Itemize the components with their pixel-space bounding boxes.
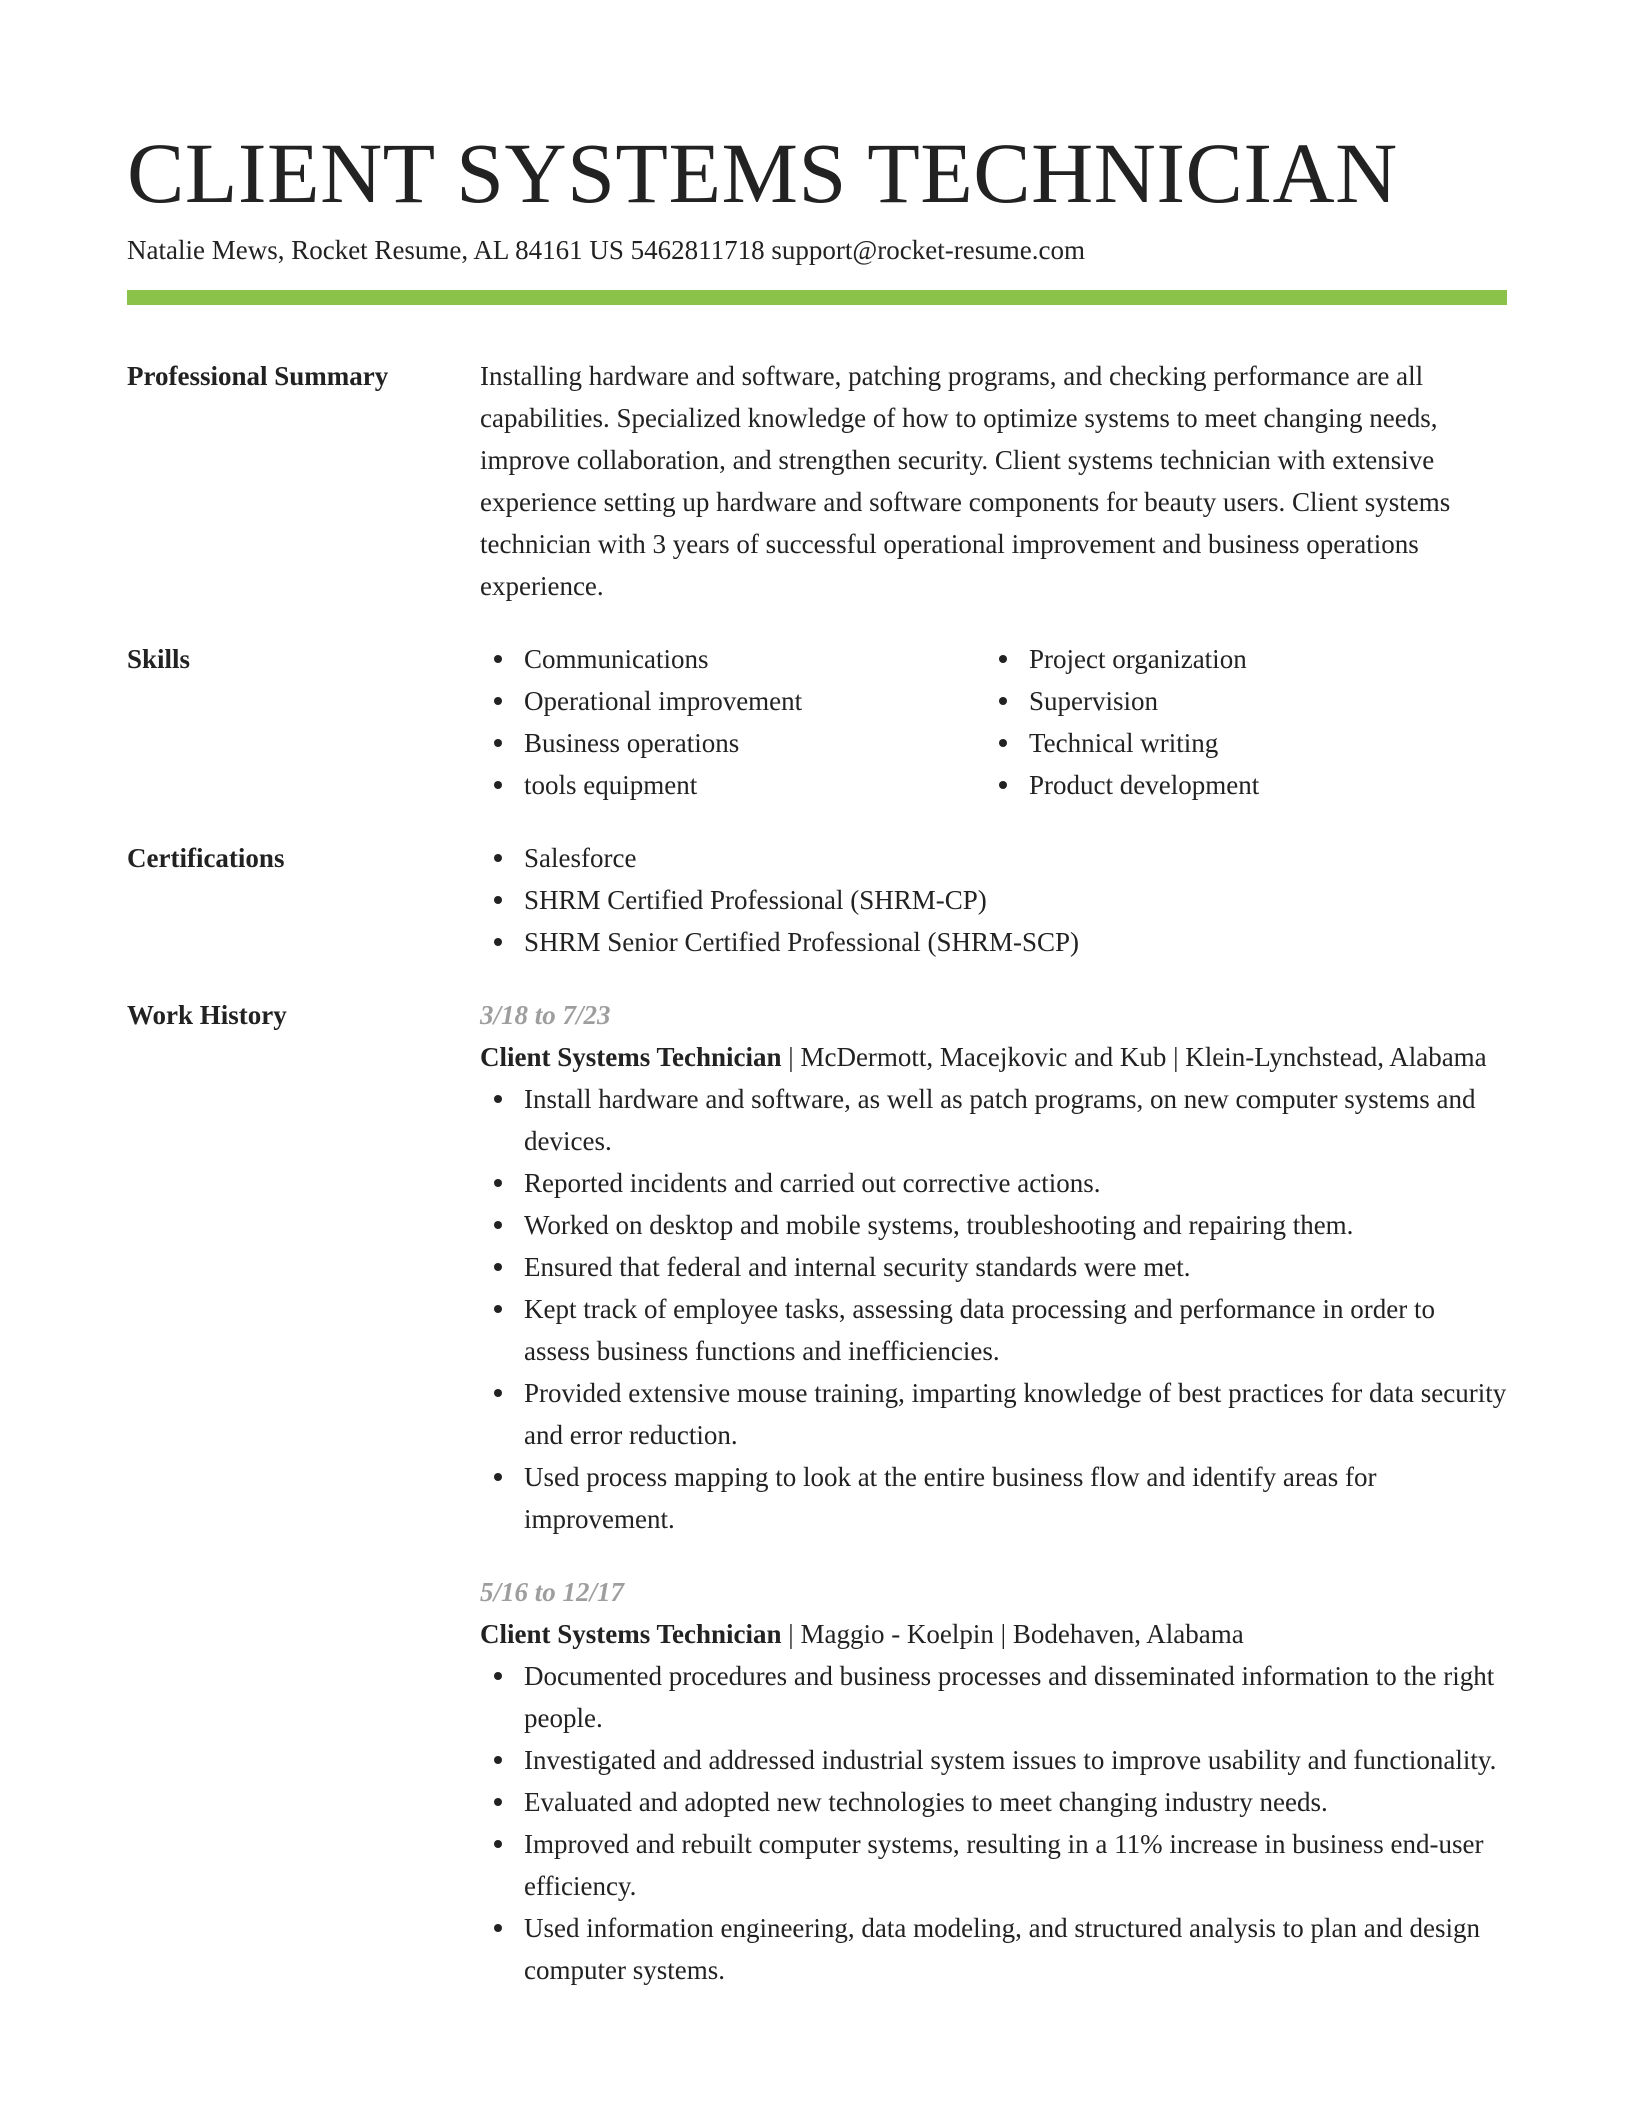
job-duty-item: Documented procedures and business processes and disseminated information to the right people. bbox=[480, 1655, 1507, 1739]
job-employer-location: | Maggio - Koelpin | Bodehaven, Alabama bbox=[781, 1619, 1244, 1649]
summary-text: Installing hardware and software, patching programs, and checking performance are all capabilities. Specialized knowledge of how to optimize systems to meet changing needs, improve collaboration, and strengthen security. Client systems technician with extensive experience setting up hardware and software components for beauty users. Client systems technician with 3 years of successful operational improvement and business operations experience. bbox=[480, 361, 1451, 601]
job-duties-list bbox=[480, 1655, 1507, 1991]
summary-section bbox=[127, 355, 1507, 607]
skill-item: tools equipment bbox=[480, 764, 985, 806]
job-employer-location: | McDermott, Macejkovic and Kub | Klein-Lynchstead, Alabama bbox=[781, 1042, 1487, 1072]
skill-item: Project organization bbox=[985, 638, 1490, 680]
job-duty-item: Evaluated and adopted new technologies to meet changing industry needs. bbox=[480, 1781, 1507, 1823]
job-duty-item: Kept track of employee tasks, assessing data processing and performance in order to assess business functions and inefficiencies. bbox=[480, 1288, 1507, 1372]
job-dates: 5/16 to 12/17 bbox=[480, 1577, 625, 1607]
certifications-list bbox=[480, 837, 1507, 963]
skills-grid bbox=[480, 638, 1507, 806]
job-header bbox=[480, 1036, 1507, 1078]
job-title: Client Systems Technician bbox=[480, 1042, 782, 1072]
job-duty-item: Worked on desktop and mobile systems, troubleshooting and repairing them. bbox=[480, 1204, 1507, 1246]
resume-title: CLIENT SYSTEMS TECHNICIAN bbox=[127, 125, 1398, 221]
job-entry bbox=[480, 1571, 1507, 1991]
job-duty-item: Improved and rebuilt computer systems, resulting in a 11% increase in business end-user efficiency. bbox=[480, 1823, 1507, 1907]
certification-item: SHRM Senior Certified Professional (SHRM-SCP) bbox=[480, 921, 1507, 963]
header-divider bbox=[127, 290, 1507, 305]
section-label-skills: Skills bbox=[127, 644, 191, 674]
job-duties-list bbox=[480, 1078, 1507, 1540]
contact-line: Natalie Mews, Rocket Resume, AL 84161 US 5462811718 support@rocket-resume.com bbox=[127, 235, 1085, 265]
job-header bbox=[480, 1613, 1507, 1655]
skill-item: Supervision bbox=[985, 680, 1490, 722]
skill-item: Operational improvement bbox=[480, 680, 985, 722]
skills-section bbox=[127, 638, 1507, 806]
job-duty-item: Used process mapping to look at the entire business flow and identify areas for improvement. bbox=[480, 1456, 1507, 1540]
work-history-section bbox=[127, 994, 1507, 1991]
skill-item: Communications bbox=[480, 638, 985, 680]
certifications-section bbox=[127, 837, 1507, 963]
job-title: Client Systems Technician bbox=[480, 1619, 782, 1649]
certification-item: SHRM Certified Professional (SHRM-CP) bbox=[480, 879, 1507, 921]
skill-item: Technical writing bbox=[985, 722, 1490, 764]
section-label-work-history: Work History bbox=[127, 1000, 287, 1030]
skill-item: Product development bbox=[985, 764, 1490, 806]
job-dates: 3/18 to 7/23 bbox=[480, 1000, 611, 1030]
job-entry bbox=[480, 994, 1507, 1540]
job-duty-item: Provided extensive mouse training, imparting knowledge of best practices for data security and error reduction. bbox=[480, 1372, 1507, 1456]
section-label-certifications: Certifications bbox=[127, 843, 285, 873]
job-duty-item: Reported incidents and carried out corrective actions. bbox=[480, 1162, 1507, 1204]
skills-column-right bbox=[985, 638, 1490, 806]
certification-item: Salesforce bbox=[480, 837, 1507, 879]
section-label-summary: Professional Summary bbox=[127, 361, 389, 391]
resume-page bbox=[127, 118, 1507, 1991]
job-duty-item: Investigated and addressed industrial system issues to improve usability and functionality. bbox=[480, 1739, 1507, 1781]
job-duty-item: Used information engineering, data modeling, and structured analysis to plan and design computer systems. bbox=[480, 1907, 1507, 1991]
job-duty-item: Ensured that federal and internal security standards were met. bbox=[480, 1246, 1507, 1288]
skill-item: Business operations bbox=[480, 722, 985, 764]
job-duty-item: Install hardware and software, as well as patch programs, on new computer systems and devices. bbox=[480, 1078, 1507, 1162]
skills-column-left bbox=[480, 638, 985, 806]
